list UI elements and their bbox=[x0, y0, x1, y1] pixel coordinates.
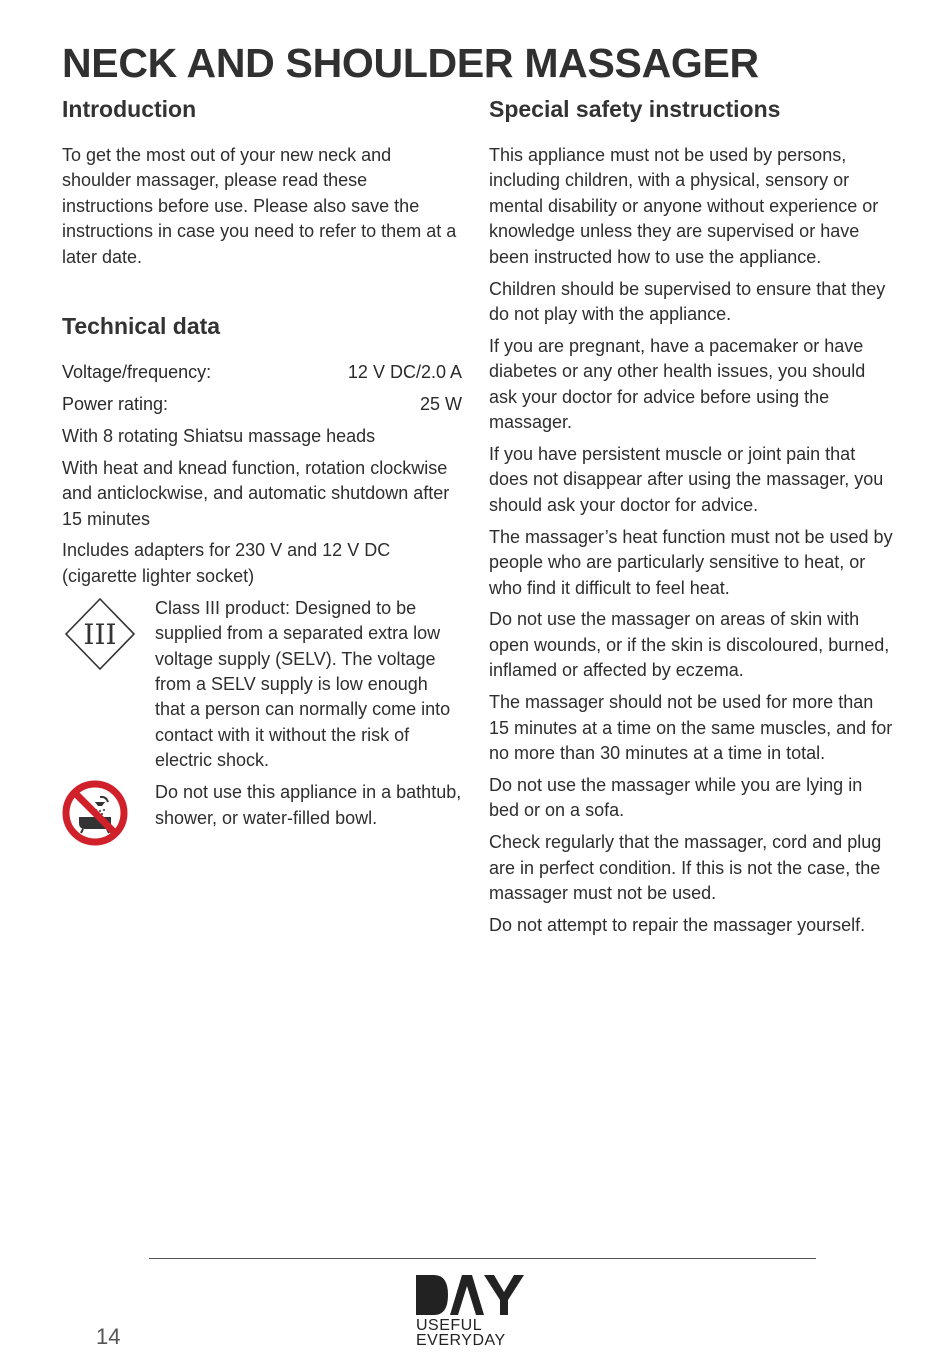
safety-paragraph: The massager’s heat function must not be used by people who are particularly sensitive to heat, or who find it difficult to feel heat. bbox=[489, 526, 893, 598]
introduction-heading: Introduction bbox=[62, 96, 197, 122]
safety-paragraph: If you have persistent muscle or joint pain that does not disappear after using the massager, you should ask your doctor for advice. bbox=[489, 443, 884, 515]
spec-row-voltage bbox=[62, 360, 462, 385]
spec-line: Includes adapters for 230 V and 12 V DC (cigarette lighter socket) bbox=[62, 540, 391, 586]
bath-warning bbox=[62, 780, 462, 851]
safety-paragraph: Check regularly that the massager, cord and plug are in perfect condition. If this is not the case, the massager must not be used. bbox=[489, 832, 882, 903]
spec-line: With heat and knead function, rotation clockwise and anticlockwise, and automatic shutdown after 15 minutes bbox=[62, 457, 450, 529]
safety-paragraph: Children should be supervised to ensure that they do not play with the appliance. bbox=[489, 278, 886, 324]
spec-line: With 8 rotating Shiatsu massage heads bbox=[62, 425, 376, 446]
right-column bbox=[489, 94, 894, 945]
bath-warning-text: Do not use this appliance in a bathtub, shower, or water-filled bowl. bbox=[155, 782, 462, 828]
safety-instructions bbox=[489, 143, 894, 938]
technical-data-heading: Technical data bbox=[62, 313, 221, 340]
spec-label: Voltage/frequency: bbox=[62, 362, 212, 383]
left-column bbox=[62, 94, 462, 858]
page-number: 14 bbox=[96, 1324, 121, 1349]
introduction-text: To get the most out of your new neck and shoulder massager, please read these instructions before use. Please also save the instructions in case you need to refer to them at a later date. bbox=[62, 145, 457, 267]
footer-divider bbox=[149, 1258, 816, 1259]
safety-paragraph: Do not use the massager on areas of skin with open wounds, or if the skin is discoloured, burned, inflamed or affected by eczema. bbox=[489, 609, 890, 681]
safety-paragraph: If you are pregnant, have a pacemaker or have diabetes or any other health issues, you should ask your doctor for advice before using the massager. bbox=[489, 335, 866, 433]
page-title: NECK AND SHOULDER MASSAGER bbox=[62, 40, 759, 86]
logo-tagline-line2: EVERYDAY bbox=[416, 1332, 506, 1349]
safety-paragraph: This appliance must not be used by persons, including children, with a physical, sensory or mental disability or anyone without experience or knowledge unless they are supervised or have been instructed how to use the appliance. bbox=[489, 145, 879, 267]
spec-value: 25 W bbox=[419, 393, 462, 414]
spec-label: Power rating: bbox=[62, 393, 169, 414]
no-bath-shower-icon bbox=[62, 780, 155, 851]
logo-tagline-line1: USEFUL bbox=[416, 1317, 483, 1334]
technical-data-list bbox=[62, 360, 462, 851]
spec-row-power bbox=[62, 392, 462, 417]
safety-paragraph: Do not attempt to repair the massager yourself. bbox=[489, 914, 866, 935]
safety-paragraph: The massager should not be used for more than 15 minutes at a time on the same muscles, and for no more than 30 minutes at a time in total. bbox=[489, 692, 893, 763]
class-iii-symbol-icon bbox=[62, 596, 155, 677]
safety-heading: Special safety instructions bbox=[489, 96, 781, 122]
spec-value: 12 V DC/2.0 A bbox=[347, 362, 462, 383]
class-iii-symbol-text: III bbox=[83, 617, 117, 651]
class-iii-text: Class III product: Designed to be supplied from a separated extra low voltage supply (SELV). The voltage from a SELV supply is low enough that a person can normally come into contact with it without the risk of electric shock. bbox=[155, 597, 451, 771]
class-iii-notice bbox=[62, 596, 462, 774]
safety-paragraph: Do not use the massager while you are lying in bed or on a sofa. bbox=[489, 774, 863, 821]
